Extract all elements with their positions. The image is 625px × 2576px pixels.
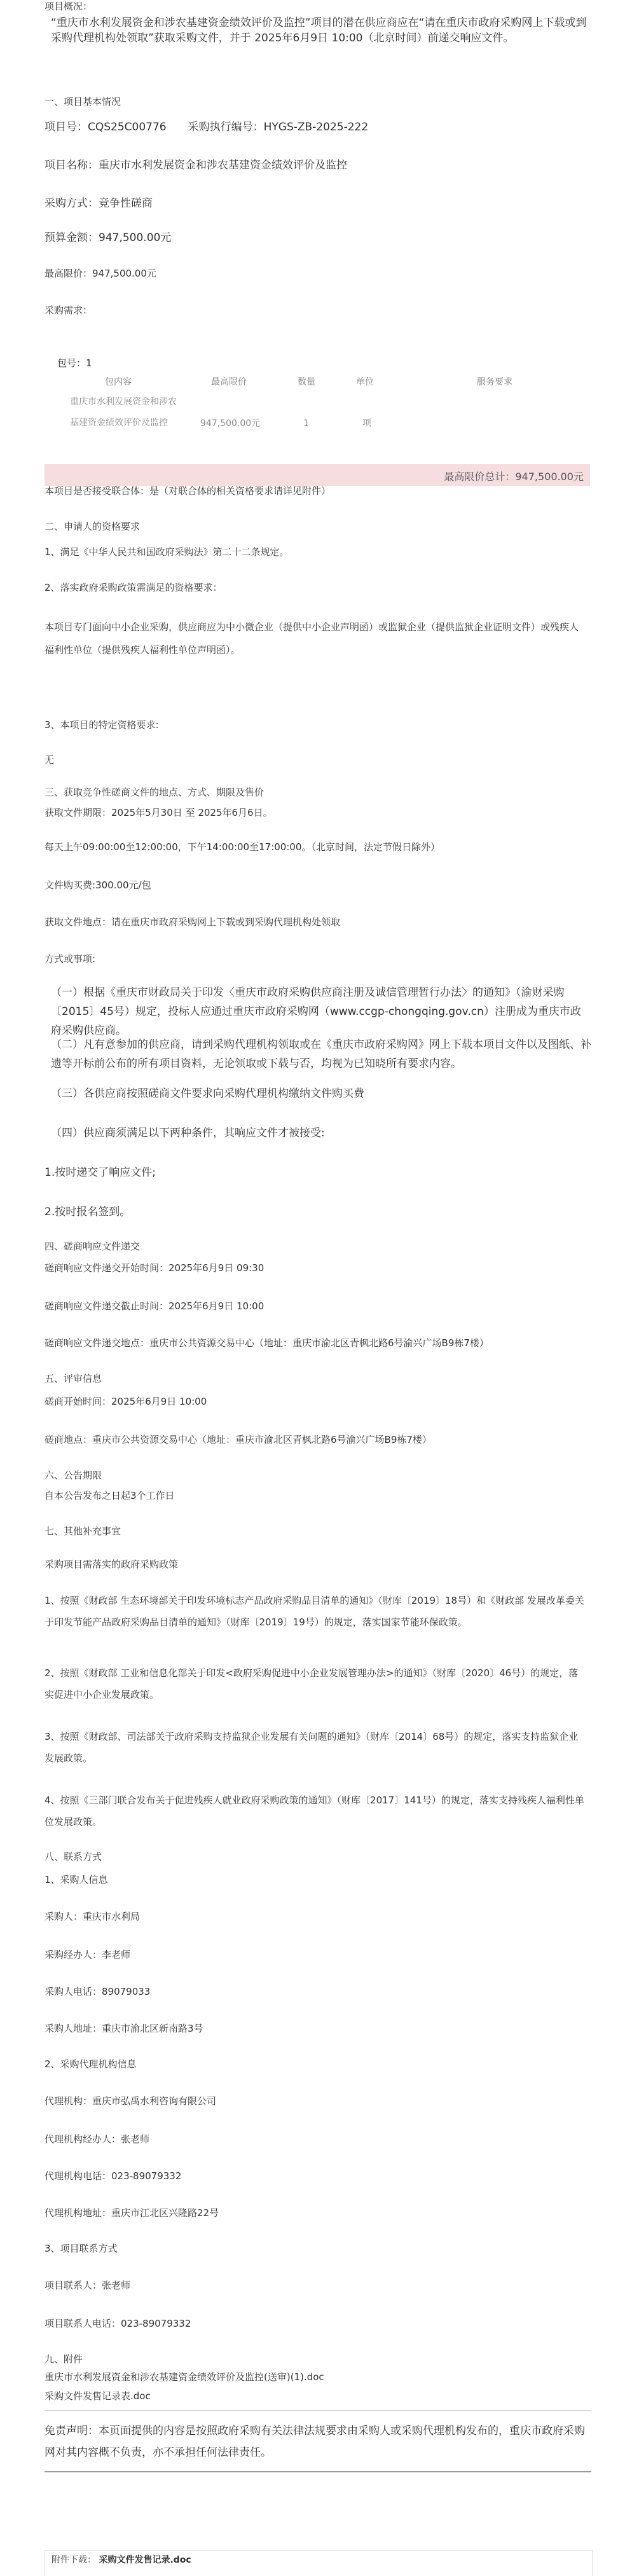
header-content: 包内容 bbox=[105, 377, 132, 387]
method-item-1: （一）根据《重庆市财政局关于印发〈重庆市政府采购供应商注册及诚信管理暂行办法〉的通知》（渝财采购〔2015〕45号）规定，投标人应通过重庆市政府采购网（www.ccgp-chongqing.gov.cn）注册成为重庆市政府采购供应商。 bbox=[51, 986, 581, 1037]
policy-3: 3、按照《财政部、司法部关于政府采购支持监狱企业发展有关问题的通知》（财库〔2014〕68号）的规定，落实支持监狱企业发展政策。 bbox=[45, 1731, 579, 1764]
section-6-heading: 六、公告期限 bbox=[45, 1470, 102, 1481]
submit-start: 磋商响应文件递交开始时间：2025年6月9日 09:30 bbox=[45, 1262, 264, 1274]
contact-person: 项目联系人：张老师 bbox=[45, 2280, 131, 2291]
budget-amount: 预算金额：947,500.00元 bbox=[45, 231, 172, 244]
header-max-price: 最高限价 bbox=[211, 377, 247, 387]
obtain-hours: 每天上午09:00:00至12:00:00，下午14:00:00至17:00:00。（北京时间，法定节假日除外） bbox=[45, 841, 440, 853]
attachment-download-box bbox=[45, 2550, 593, 2576]
attachment-download-text bbox=[52, 2553, 191, 2566]
contact-2-heading: 2、采购代理机构信息 bbox=[45, 2058, 137, 2070]
qualification-2: 2、落实政府采购政策需满足的资格要求： bbox=[45, 582, 223, 593]
row-content: 重庆市水利发展资金和涉农基建资金绩效评价及监控 bbox=[70, 397, 177, 428]
agency-address: 代理机构地址：重庆市江北区兴隆路22号 bbox=[45, 2207, 219, 2219]
condition-1: 1.按时递交了响应文件; bbox=[45, 1166, 156, 1179]
row-quantity: 1 bbox=[303, 418, 309, 429]
consortium-note: 本项目是否接受联合体：是（对联合体的相关资格要求请详见附件） bbox=[45, 485, 331, 497]
attachment-link-1[interactable]: 重庆市水利发展资金和涉农基建资金绩效评价及监控(送审)(1).doc bbox=[45, 2371, 324, 2383]
qualification-1: 1、满足《中华人民共和国政府采购法》第二十二条规定。 bbox=[45, 546, 289, 558]
evaluation-time: 磋商开始时间：2025年6月9日 10:00 bbox=[45, 1396, 207, 1407]
table-total-row bbox=[45, 464, 590, 486]
method-item-2: （二）凡有意参加的供应商，请到采购代理机构领取或在《重庆市政府采购网》网上下载本项目文件以及图纸、补遗等开标前公布的所有项目资料，无论领取或下载与否，均视为已知晓所有要求内容。 bbox=[51, 1038, 591, 1070]
qualification-3-text: 无 bbox=[45, 754, 55, 766]
contact-3-heading: 3、项目联系方式 bbox=[45, 2243, 118, 2254]
attachment-download-label: 附件下载： bbox=[52, 2555, 96, 2565]
overview-text: “重庆市水利发展资金和涉农基建资金绩效评价及监控”项目的潜在供应商应在“请在重庆市政府采购网上下载或到采购代理机构处领取”获取采购文件，并于 2025年6月9日 10:00（北京时间）前递交响应文件。 bbox=[51, 17, 587, 45]
total-max-price: 最高限价总计：947,500.00元 bbox=[444, 471, 584, 483]
section-5-heading: 五、评审信息 bbox=[45, 1373, 102, 1384]
evaluation-place: 磋商地点：重庆市公共资源交易中心（地址：重庆市渝北区青枫北路6号渝兴广场B9栋7楼） bbox=[45, 1434, 432, 1445]
submit-end: 磋商响应文件递交截止时间：2025年6月9日 10:00 bbox=[45, 1300, 264, 1312]
header-unit: 单位 bbox=[356, 377, 374, 387]
section-4-heading: 四、磋商响应文件递交 bbox=[45, 1241, 141, 1252]
buyer-name: 采购人：重庆市水利局 bbox=[45, 1911, 141, 1922]
package-label: 包号：1 bbox=[57, 357, 92, 369]
row-max-price: 947,500.00元 bbox=[200, 418, 261, 429]
method-item-3: （三）各供应商按照磋商文件要求向采购代理机构缴纳文件购买费 bbox=[51, 1087, 364, 1100]
submit-place: 磋商响应文件递交地点：重庆市公共资源交易中心（地址：重庆市渝北区青枫北路6号渝兴广场B9栋7楼） bbox=[45, 1337, 489, 1349]
policy-4: 4、按照《三部门联合发布关于促进残疾人就业政府采购政策的通知》（财库〔2017〕141号）的规定，落实支持残疾人福利性单位发展政策。 bbox=[45, 1794, 584, 1828]
qualification-3: 3、本项目的特定资格要求: bbox=[45, 719, 159, 731]
method-label: 方式或事项: bbox=[45, 953, 96, 965]
obtain-place: 获取文件地点：请在重庆市政府采购网上下载或到采购代理机构处领取 bbox=[45, 916, 341, 928]
agency-phone: 代理机构电话：023-89079332 bbox=[45, 2170, 182, 2182]
policy-1: 1、按照《财政部 生态环境部关于印发环境标志产品政府采购品目清单的通知》（财库〔2019〕18号）和《财政部 发展改革委关于印发节能产品政府采购品目清单的通知》（财库〔2019〕19号）的规定，落实国家节能环保政策。 bbox=[45, 1595, 584, 1628]
max-price: 最高限价：947,500.00元 bbox=[45, 268, 156, 279]
row-unit: 项 bbox=[362, 418, 371, 429]
policy-heading: 采购项目需落实的政府采购政策 bbox=[45, 1559, 179, 1570]
section-9-heading: 九、附件 bbox=[45, 2353, 83, 2365]
agency-name: 代理机构：重庆市弘禹水利咨询有限公司 bbox=[45, 2095, 217, 2107]
section-7-heading: 七、其他补充事宜 bbox=[45, 1526, 121, 1537]
policy-2: 2、按照《财政部 工业和信息化部关于印发<政府采购促进中小企业发展管理办法>的通知》（财库〔2020〕46号）的规定，落实促进中小企业发展政策。 bbox=[45, 1667, 579, 1700]
project-number: 项目号：CQS25C00776 采购执行编号：HYGS-ZB-2025-222 bbox=[45, 121, 369, 134]
document-price: 文件购买费:300.00元/包 bbox=[45, 879, 151, 891]
requirements-label: 采购需求： bbox=[45, 305, 93, 316]
header-service: 服务要求 bbox=[477, 377, 512, 387]
buyer-phone: 采购人电话：89079033 bbox=[45, 1986, 151, 1997]
obtain-period: 获取文件期限：2025年5月30日 至 2025年6月6日。 bbox=[45, 807, 273, 818]
section-1-heading: 一、项目基本情况 bbox=[45, 96, 121, 107]
condition-2: 2.按时报名签到。 bbox=[45, 1206, 131, 1218]
procurement-method: 采购方式：竞争性磋商 bbox=[45, 197, 153, 210]
disclaimer: 免责声明：本页面提供的内容是按照政府采购有关法律法规要求由采购人或采购代理机构发布的，重庆市政府采购网对其内容概不负责，亦不承担任何法律责任。 bbox=[45, 2425, 585, 2459]
notice-period: 自本公告发布之日起3个工作日 bbox=[45, 1490, 175, 1501]
section-3-heading: 三、获取竞争性磋商文件的地点、方式、期限及售价 bbox=[45, 787, 264, 798]
qualification-2-text: 本项目专门面向中小企业采购，供应商应为中小微企业（提供中小企业声明函）或监狱企业（提供监狱企业证明文件）或残疾人福利性单位（提供残疾人福利性单位声明函）。 bbox=[45, 621, 579, 656]
header-quantity: 数量 bbox=[298, 377, 315, 387]
method-item-4: （四）供应商须满足以下两种条件，其响应文件才被接受: bbox=[51, 1127, 325, 1140]
section-8-heading: 八、联系方式 bbox=[45, 1851, 102, 1863]
buyer-agent: 采购经办人：李老师 bbox=[45, 1949, 131, 1960]
section-2-heading: 二、申请人的资格要求 bbox=[45, 521, 141, 532]
attachment-download-file[interactable]: 采购文件发售记录.doc bbox=[99, 2555, 191, 2565]
project-name: 项目名称：重庆市水利发展资金和涉农基建资金绩效评价及监控 bbox=[45, 159, 347, 172]
overview-heading: 项目概况： bbox=[45, 1, 93, 12]
contact-1-heading: 1、采购人信息 bbox=[45, 1874, 108, 1885]
buyer-address: 采购人地址：重庆市渝北区新南路3号 bbox=[45, 2023, 203, 2034]
bottom-divider bbox=[45, 2471, 591, 2472]
contact-phone: 项目联系人电话：023-89079332 bbox=[45, 2318, 191, 2329]
agency-agent: 代理机构经办人：张老师 bbox=[45, 2133, 150, 2145]
divider bbox=[45, 2410, 591, 2411]
attachment-link-2[interactable]: 采购文件发售记录表.doc bbox=[45, 2390, 151, 2402]
